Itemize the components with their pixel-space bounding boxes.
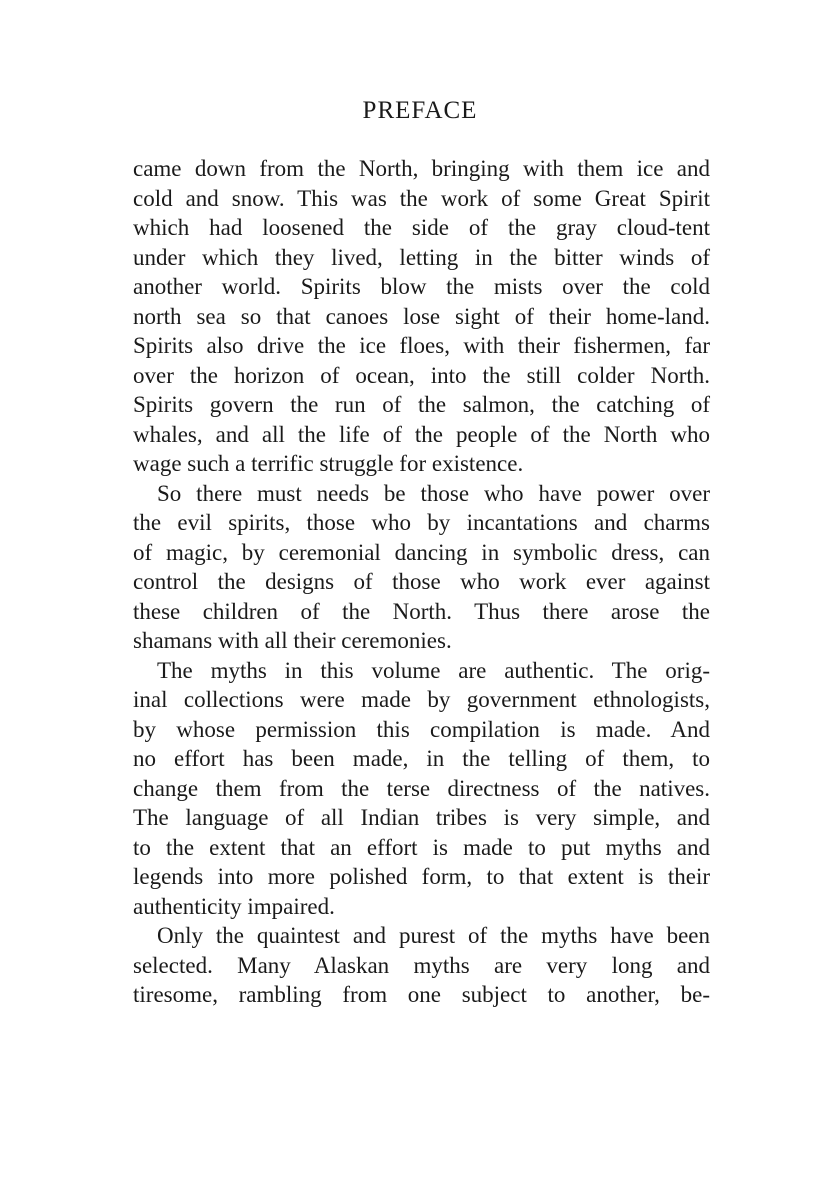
text-line: to the extent that an effort is made to put myths and xyxy=(133,834,710,860)
text-line: whales, and all the life of the people of the North who xyxy=(133,421,710,447)
text-line: over the horizon of ocean, into the still colder North. xyxy=(133,362,710,388)
text-line: no effort has been made, in the telling of them, to xyxy=(133,746,710,771)
text-line: change them from the terse directness of the natives. xyxy=(133,775,710,801)
text-line: the evil spirits, those who by incantations and charms xyxy=(133,510,710,535)
text-line: tiresome, rambling from one subject to another, be- xyxy=(133,982,710,1007)
text-line: these children of the North. Thus there arose the xyxy=(133,598,710,624)
text-line: came down from the North, bringing with them ice and xyxy=(133,156,710,181)
text-line: The language of all Indian tribes is very simple, and xyxy=(133,805,710,830)
text-line: The myths in this volume are authentic. The orig- xyxy=(157,657,710,683)
text-line: north sea so that canoes lose sight of their home-land. xyxy=(133,303,710,329)
text-line: So there must needs be those who have power over xyxy=(157,480,710,506)
text-line: legends into more polished form, to that extent is their xyxy=(133,864,710,889)
text-line: another world. Spirits blow the mists over the cold xyxy=(133,274,710,299)
text-line: inal collections were made by government ethnologists, xyxy=(133,687,710,712)
text-line: Spirits also drive the ice floes, with their fishermen, far xyxy=(133,333,710,358)
text-line: shamans with all their ceremonies. xyxy=(133,628,452,653)
text-line: authenticity impaired. xyxy=(133,893,335,919)
text-line: under which they lived, letting in the bitter winds of xyxy=(133,244,710,270)
text-line: cold and snow. This was the work of some Great Spirit xyxy=(133,185,710,211)
text-line: control the designs of those who work ever against xyxy=(133,569,710,594)
text-line: Only the quaintest and purest of the myths have been xyxy=(157,923,710,948)
text-line: selected. Many Alaskan myths are very long and xyxy=(133,952,710,978)
body-text xyxy=(133,154,710,1010)
text-line: Spirits govern the run of the salmon, the catching of xyxy=(133,392,710,417)
text-line: which had loosened the side of the gray cloud-tent xyxy=(133,215,710,240)
running-head: PREFACE xyxy=(362,97,478,124)
text-line: by whose permission this compilation is made. And xyxy=(133,716,710,742)
text-line: wage such a terrific struggle for existence. xyxy=(133,451,524,476)
text-line: of magic, by ceremonial dancing in symbolic dress, can xyxy=(133,539,710,565)
